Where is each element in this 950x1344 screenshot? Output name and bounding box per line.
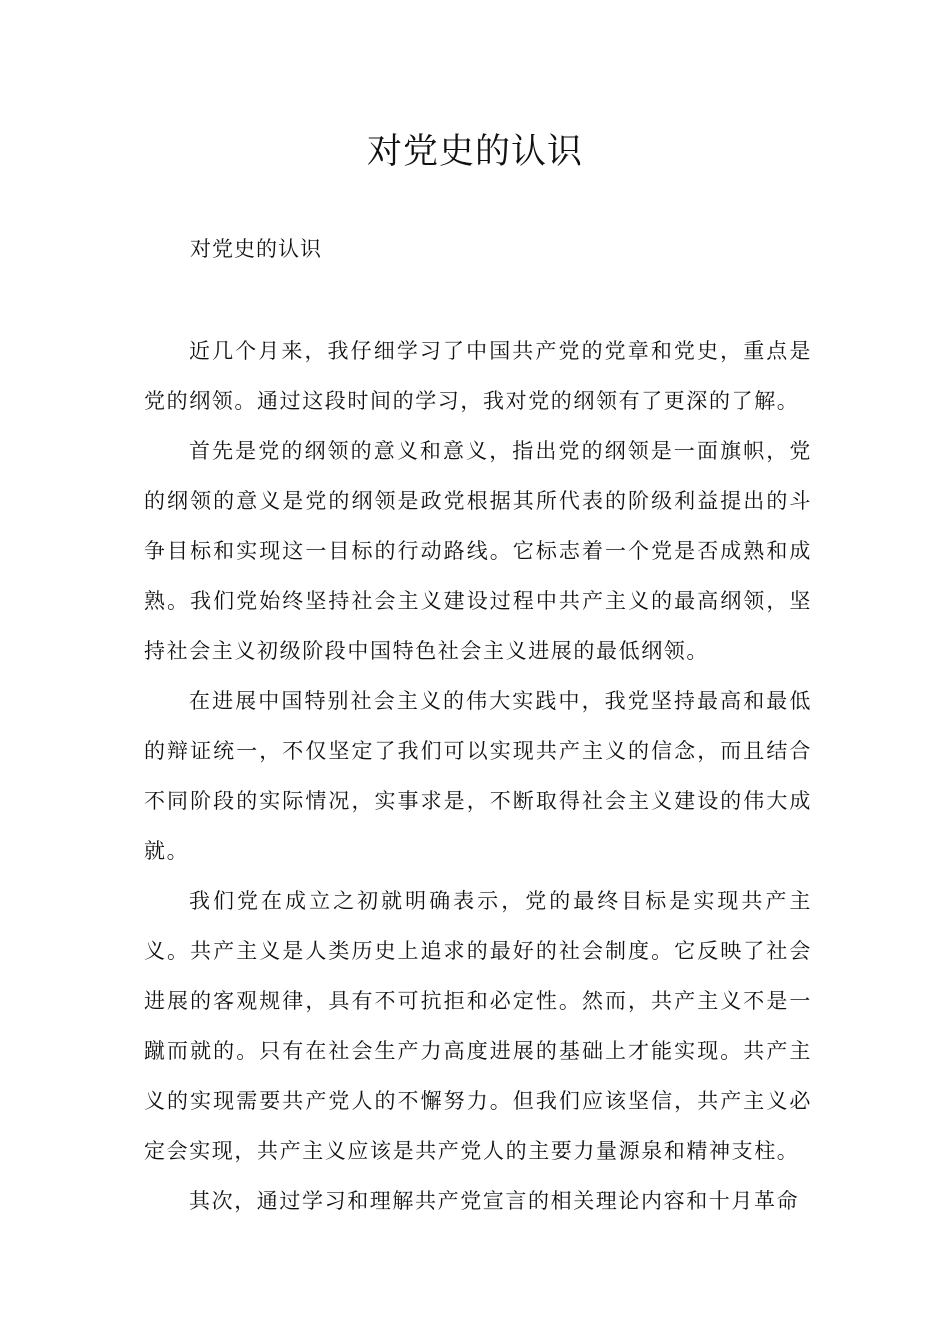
paragraph-2: 首先是党的纲领的意义和意义，指出党的纲领是一面旗帜，党的纲领的意义是党的纲领是政党根据其所代表的阶级利益提出的斗争目标和实现这一目标的行动路线。它标志着一个党是否成熟和成熟。我们党始终坚持社会主义建设过程中共产主义的最高纲领，坚持社会主义初级阶段中国特色社会主义进展的最低纲领。 [144, 439, 812, 663]
document-body [144, 326, 812, 1226]
paragraph-4: 我们党在成立之初就明确表示，党的最终目标是实现共产主义。共产主义是人类历史上追求的最好的社会制度。它反映了社会进展的客观规律，具有不可抗拒和必定性。然而，共产主义不是一蹴而就的。只有在社会生产力高度进展的基础上才能实现。共产主义的实现需要共产党人的不懈努力。但我们应该坚信，共产主义必定会实现，共产主义应该是共产党人的主要力量源泉和精神支柱。 [144, 889, 812, 1163]
document-title: 对党史的认识 [366, 132, 583, 172]
paragraph-1: 近几个月来，我仔细学习了中国共产党的党章和党史，重点是党的纲领。通过这段时间的学习，我对党的纲领有了更深的了解。 [144, 339, 812, 413]
paragraph-3: 在进展中国特别社会主义的伟大实践中，我党坚持最高和最低的辩证统一，不仅坚定了我们可以实现共产主义的信念，而且结合不同阶段的实际情况，实事求是，不断取得社会主义建设的伟大成就。 [144, 689, 812, 863]
paragraph-5: 其次，通过学习和理解共产党宣言的相关理论内容和十月革命 [189, 1189, 800, 1213]
document-subtitle: 对党史的认识 [190, 237, 322, 261]
